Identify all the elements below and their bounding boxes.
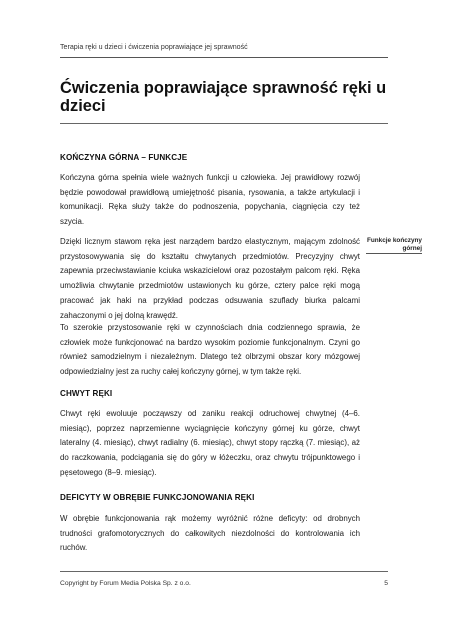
chapter-title: Ćwiczenia poprawiające sprawność ręki u dzieci: [60, 79, 387, 115]
section-heading-upper-limb-functions: KOŃCZYNA GÓRNA – FUNKCJE: [60, 153, 188, 162]
section-heading-grip: CHWYT RĘKI: [60, 389, 113, 398]
paragraph: Chwyt ręki ewoluuje począwszy od zaniku reakcji odruchowej chwytnej (4–6. miesiąc), poprzez naprzemienne wyciągnięcie kończyny górnej ku górze, chwyt lateralny (4. miesiąc), chwyt radialny (6. miesiąc), chwyt stopy rączką (7. miesiąc), aż do raczkowania, podciągania się do góry w łóżeczku, oraz chwytu trójpunktowego i pęsetowego (8–9. miesiąc).: [60, 409, 360, 477]
paragraph: Kończyna górna spełnia wiele ważnych funkcji u człowieka. Jej prawidłowy rozwój będzie powodował prawidłową umiejętność pisania, rysowania, a także artykulacji i komunikacji. Ręka służy także do podnoszenia, popychania, ciągnięcia czy też szycia.: [60, 173, 360, 227]
margin-note: Funkcje kończyny górnej: [366, 237, 422, 253]
footer-copyright: Copyright by Forum Media Polska Sp. z o.o.: [60, 580, 191, 587]
page-number: 5: [384, 580, 388, 587]
header-rule: [60, 57, 388, 58]
paragraph: To szerokie przystosowanie ręki w czynnościach dnia codziennego sprawia, że człowiek może funkcjonować na bardzo wysokim poziomie funkcjonalnym. Czyni go również samodzielnym i niezależnym. Dlatego też olbrzymi obszar kory mózgowej odpowiedzialny jest za ruchy całej kończyny górnej, w tym także ręki.: [60, 323, 360, 377]
section-heading-hand-deficits: DEFICYTY W OBRĘBIE FUNKCJONOWANIA RĘKI: [60, 493, 255, 502]
margin-note-rule: [366, 253, 422, 254]
title-rule: [60, 123, 388, 124]
running-head: Terapia ręki u dzieci i ćwiczenia poprawiające jej sprawność: [60, 43, 248, 51]
paragraph: W obrębie funkcjonowania rąk możemy wyróżnić różne deficyty: od drobnych trudności grafomotorycznych do całkowitych niezdolności do kontrolowania ich ruchów.: [60, 514, 360, 553]
footer-rule: [60, 571, 388, 572]
paragraph: Dzięki licznym stawom ręka jest narządem bardzo elastycznym, mającym zdolność przystosowywania się do kształtu chwytanych przedmiotów. Precyzyjny chwyt zapewnia przeciwstawianie kciuka wskazicielowi oraz pozostałym palcom ręki. Ręka umożliwia chwytanie przedmiotów ustawionych ku górze, cztery palce ręki mogą pracować jak haki na przykład podczas odsuwania szuflady biurka palcami zahaczonymi o jej dolną krawędź.: [60, 237, 360, 320]
